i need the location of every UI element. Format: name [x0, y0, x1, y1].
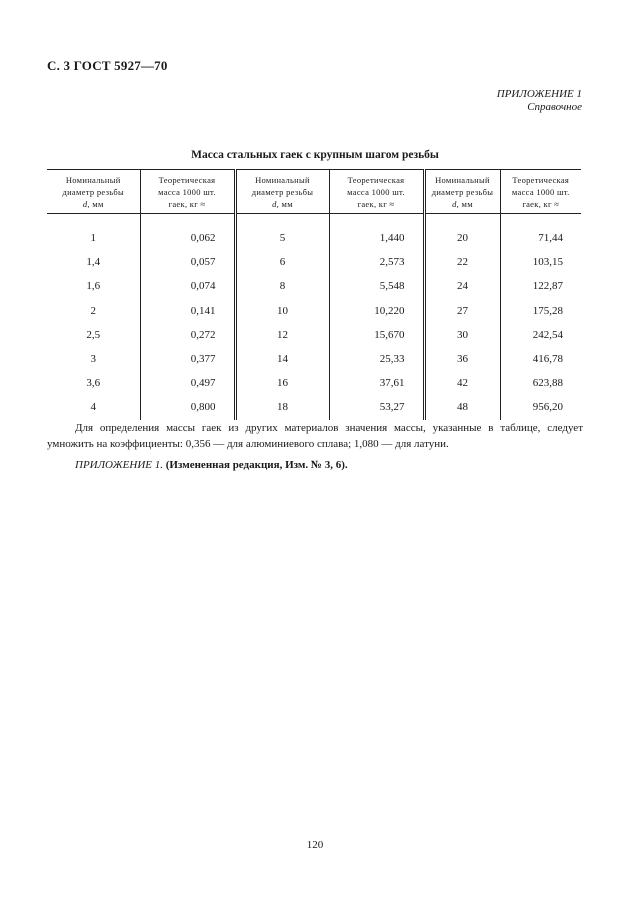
diameter-cell: 42: [424, 371, 500, 395]
table-title: Масса стальных гаек с крупным шагом резьбы: [191, 149, 439, 161]
mass-cell: 0,800: [140, 395, 235, 419]
mass-cell: 2,573: [329, 250, 424, 274]
page-number: 120: [306, 839, 324, 851]
appendix-type: Справочное: [527, 101, 582, 113]
table-row: [47, 214, 581, 251]
nut-mass-table: [47, 169, 581, 420]
diameter-symbol: d: [82, 198, 88, 209]
diameter-cell: 3,6: [47, 371, 140, 395]
diameter-cell: 22: [424, 250, 500, 274]
header-line: Теоретическая: [512, 174, 570, 185]
note-paragraph: Для определения массы гаек из других материалов значения массы, указанные в таблице, следует умножить на коэффициенты: 0,356 — для алюминиевого сплава; 1,080 — для латуни.: [47, 422, 583, 450]
mass-cell: 0,272: [140, 323, 235, 347]
page-header: С. 3 ГОСТ 5927—70: [47, 58, 168, 73]
diameter-symbol: d: [452, 198, 457, 209]
diameter-cell: 14: [235, 347, 329, 371]
header-line: гаек, кг ≈: [522, 198, 560, 209]
diameter-symbol: d: [272, 198, 277, 209]
header-line: гаек, кг ≈: [168, 198, 206, 209]
diameter-cell: 1,6: [47, 274, 140, 298]
table-row: [47, 299, 581, 323]
diameter-cell: 12: [235, 323, 329, 347]
diameter-cell: 27: [424, 299, 500, 323]
header-line: Номинальный: [65, 174, 121, 185]
diameter-cell: 36: [424, 347, 500, 371]
mass-cell: 5,548: [329, 274, 424, 298]
diameter-cell: 6: [235, 250, 329, 274]
table-row: [47, 395, 581, 419]
header-line: диаметр резьбы: [431, 186, 494, 197]
mass-cell: 623,88: [532, 377, 563, 390]
mass-cell: 25,33: [329, 347, 424, 371]
appendix-block: [497, 88, 582, 114]
header-line: масса 1000 шт.: [347, 186, 405, 197]
header-mass-3: [500, 170, 581, 214]
header-diameter-2: [235, 170, 329, 214]
header-mass-1: [140, 170, 235, 214]
header-line: диаметр резьбы: [251, 186, 314, 197]
header-line: Номинальный: [435, 174, 490, 185]
diameter-cell: 2: [47, 299, 140, 323]
header-line: масса 1000 шт.: [511, 186, 570, 197]
header-diameter-1: [47, 170, 140, 214]
mass-cell: 0,497: [140, 371, 235, 395]
header-line: гаек, кг ≈: [357, 198, 395, 209]
header-line: масса 1000 шт.: [158, 186, 216, 197]
mass-cell: 175,28: [532, 304, 563, 317]
mass-cell: 103,15: [532, 256, 563, 269]
mass-cell: 10,220: [329, 299, 424, 323]
header-line: диаметр резьбы: [62, 186, 125, 197]
change-note: [75, 459, 348, 471]
table-row: [47, 250, 581, 274]
appendix-label: ПРИЛОЖЕНИЕ 1: [496, 88, 582, 100]
mass-cell: 956,20: [532, 401, 563, 414]
diameter-cell: 2,5: [47, 323, 140, 347]
header-line: d, мм: [82, 198, 104, 209]
diameter-cell: 1: [47, 214, 140, 251]
diameter-cell: 10: [235, 299, 329, 323]
mass-cell: 53,27: [329, 395, 424, 419]
mass-cell: 0,062: [140, 214, 235, 251]
diameter-cell: 16: [235, 371, 329, 395]
mass-cell: 122,87: [532, 280, 563, 293]
mass-cell: 0,074: [140, 274, 235, 298]
diameter-cell: 20: [424, 214, 500, 251]
change-prefix: ПРИЛОЖЕНИЕ 1.: [75, 459, 163, 471]
mass-cell: 242,54: [532, 328, 563, 341]
diameter-cell: 4: [47, 395, 140, 419]
mass-cell: 416,78: [532, 353, 563, 366]
table-body: [47, 214, 581, 420]
header-mass-2: [329, 170, 424, 214]
mass-cell: 0,141: [140, 299, 235, 323]
header-line: Теоретическая: [158, 174, 216, 185]
table-row: [47, 347, 581, 371]
mass-cell: 71,44: [538, 232, 563, 245]
table-header-row: [47, 170, 581, 214]
header-line: d, мм: [272, 198, 293, 209]
diameter-cell: 1,4: [47, 250, 140, 274]
diameter-cell: 18: [235, 395, 329, 419]
mass-cell: 1,440: [329, 214, 424, 251]
diameter-cell: 3: [47, 347, 140, 371]
mass-cell: 0,057: [140, 250, 235, 274]
diameter-cell: 8: [235, 274, 329, 298]
header-diameter-3: [424, 170, 500, 214]
table-row: [47, 371, 581, 395]
diameter-cell: 24: [424, 274, 500, 298]
diameter-cell: 5: [235, 214, 329, 251]
mass-cell: 37,61: [329, 371, 424, 395]
mass-cell: 0,377: [140, 347, 235, 371]
diameter-cell: 30: [424, 323, 500, 347]
header-line: Номинальный: [255, 174, 310, 185]
change-text: (Измененная редакция, Изм. № 3, 6).: [165, 459, 348, 471]
mass-cell: 15,670: [329, 323, 424, 347]
diameter-cell: 48: [424, 395, 500, 419]
table-row: [47, 274, 581, 298]
header-line: d, мм: [452, 198, 473, 209]
table-row: [47, 323, 581, 347]
header-line: Теоретическая: [347, 174, 405, 185]
